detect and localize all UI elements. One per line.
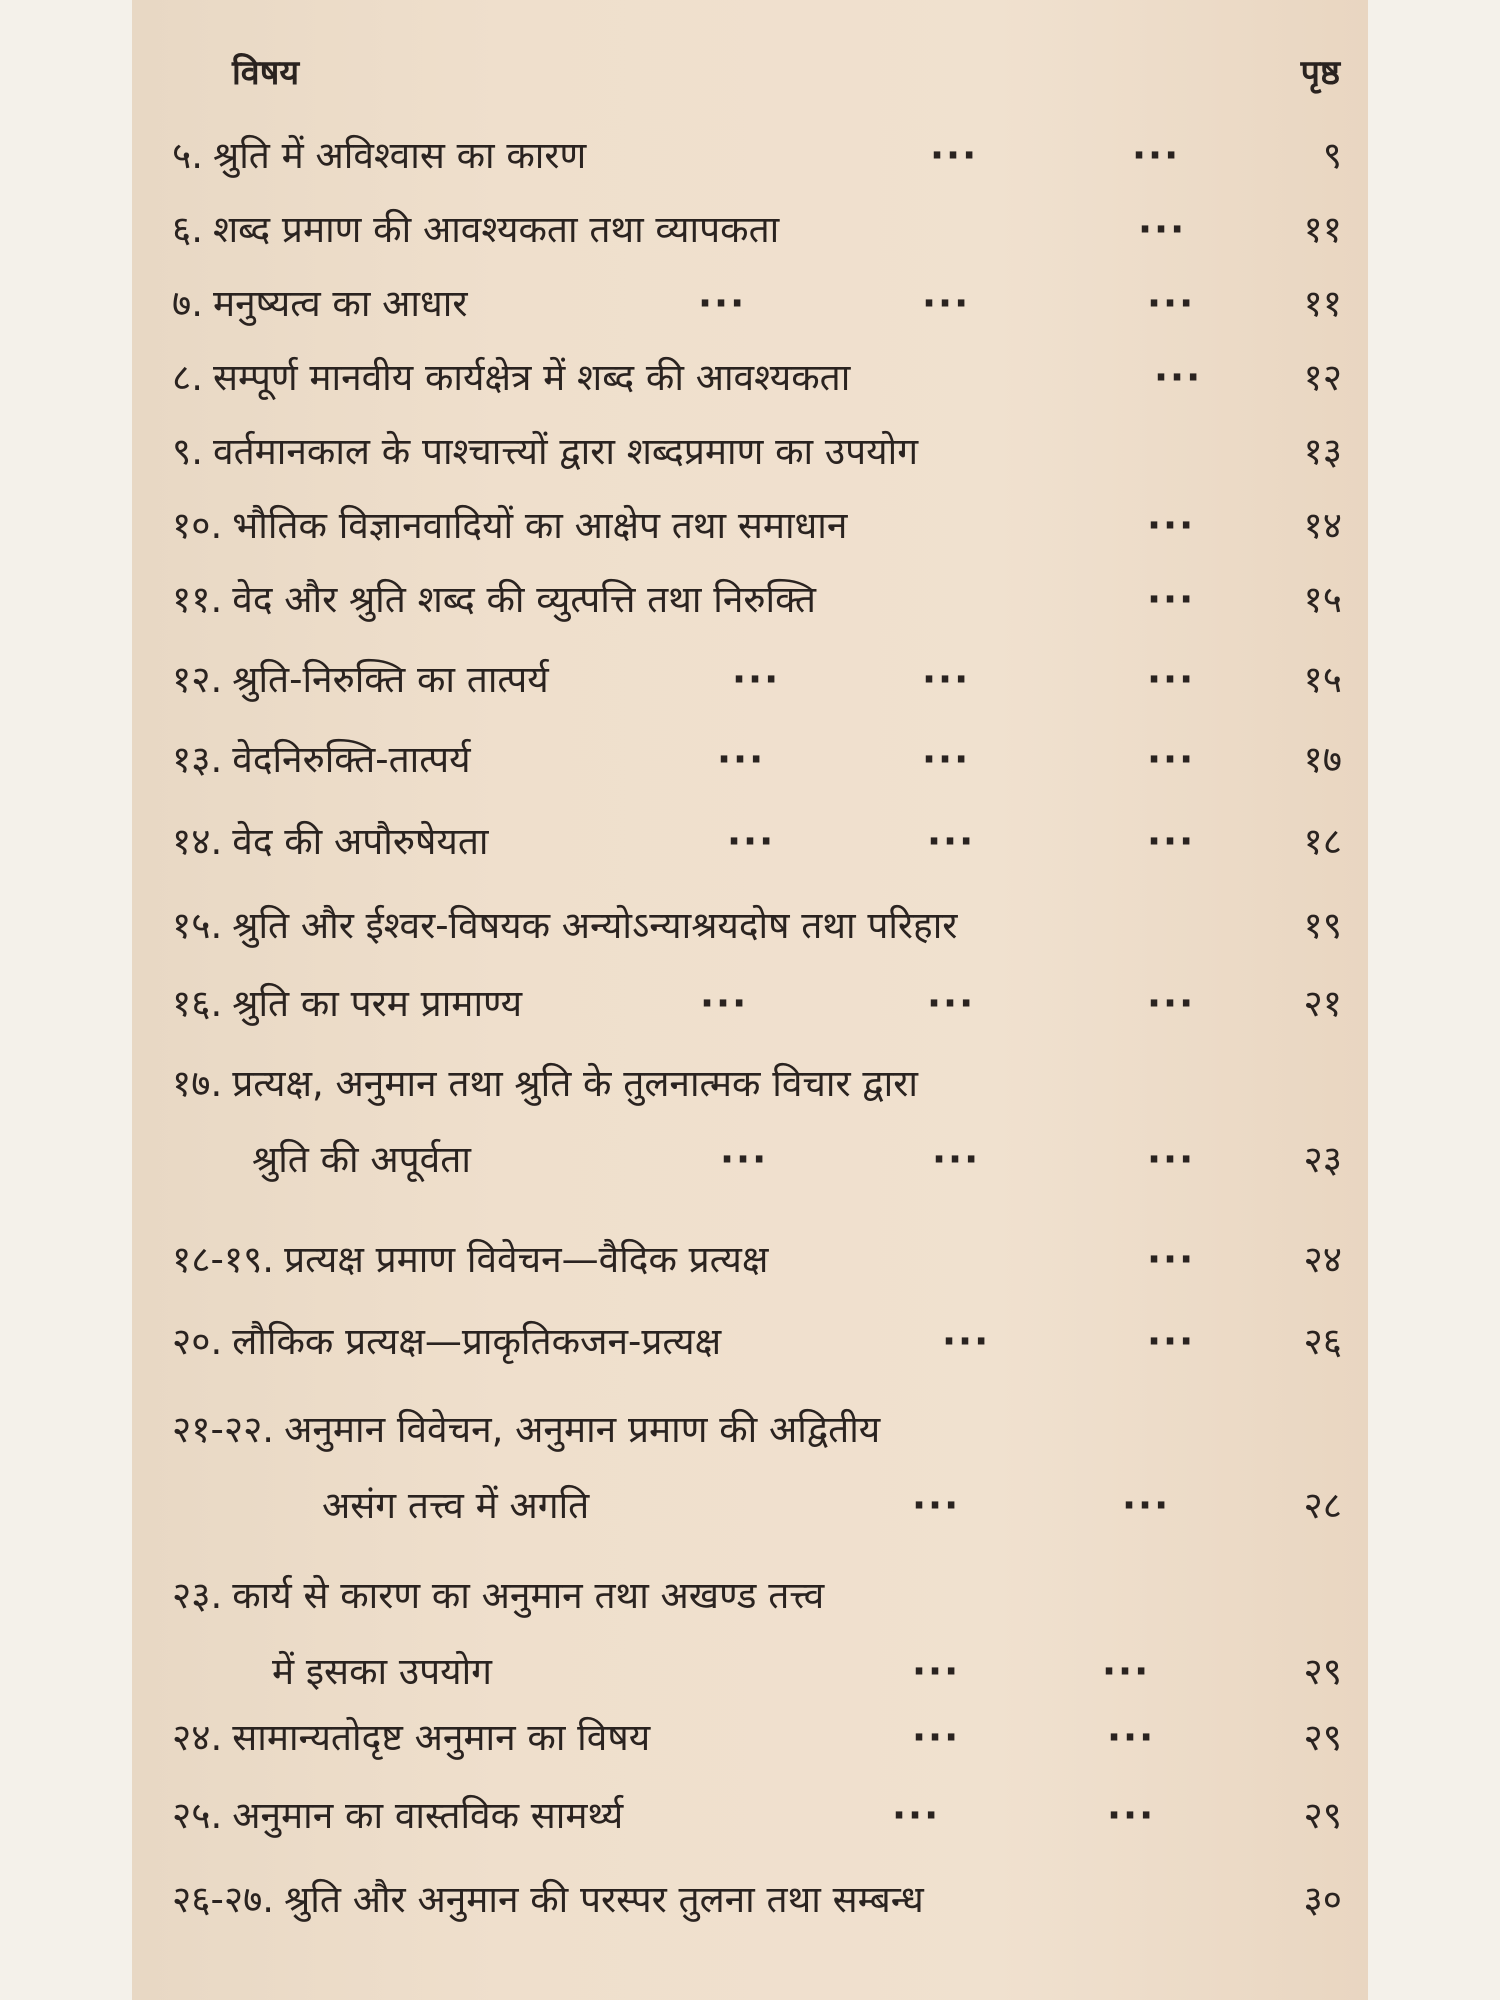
entry-title: लौकिक प्रत्यक्ष—प्राकृतिकजन-प्रत्यक्ष xyxy=(232,1320,722,1363)
entry-title-continued: में इसका उपयोग xyxy=(272,1650,492,1693)
leader-dots: ··· xyxy=(912,1650,961,1693)
toc-page xyxy=(132,0,1368,2000)
entry-page: १९ xyxy=(1303,904,1342,947)
leader-dots: ··· xyxy=(912,1484,961,1527)
entry-page: २३ xyxy=(1303,1138,1342,1181)
leader-dots: ··· xyxy=(1147,504,1196,547)
leader-dots: ··· xyxy=(1107,1716,1156,1759)
entry-page: १३ xyxy=(1303,430,1342,473)
leader-dots: ··· xyxy=(700,982,749,1025)
leader-dots: ··· xyxy=(727,820,776,863)
leader-dots: ··· xyxy=(922,738,971,781)
entry-number: २०. xyxy=(172,1320,223,1363)
leader-dots: ··· xyxy=(922,282,971,325)
entry-number: २१-२२. xyxy=(172,1408,275,1451)
entry-title: सम्पूर्ण मानवीय कार्यक्षेत्र में शब्द की आवश्यकता xyxy=(213,356,851,399)
entry-page: २९ xyxy=(1303,1650,1342,1693)
entry-number: ७. xyxy=(172,282,204,325)
toc-entry xyxy=(172,488,1342,564)
toc-entry xyxy=(172,1862,1342,1938)
leader-dots: ··· xyxy=(892,1794,941,1837)
leader-dots: ··· xyxy=(1147,820,1196,863)
entry-page: २९ xyxy=(1303,1794,1342,1837)
leader-dots: ··· xyxy=(1147,1138,1196,1181)
toc-entry xyxy=(172,642,1342,718)
entry-number: २४. xyxy=(172,1716,223,1759)
entry-title-continued: असंग तत्त्व में अगति xyxy=(322,1484,590,1527)
toc-entry xyxy=(172,118,1342,194)
leader-dots: ··· xyxy=(720,1138,769,1181)
toc-entry xyxy=(172,804,1342,880)
toc-entry xyxy=(172,1304,1342,1380)
entry-page: १२ xyxy=(1303,356,1342,399)
toc-entry xyxy=(172,1046,1342,1198)
entry-title: श्रुति का परम प्रामाण्य xyxy=(232,982,523,1025)
entry-page: १७ xyxy=(1303,738,1342,781)
leader-dots: ··· xyxy=(1132,134,1181,177)
entry-page: ३० xyxy=(1303,1878,1342,1921)
toc-entry xyxy=(172,722,1342,798)
toc-entry xyxy=(172,1392,1342,1544)
entry-title: वेद की अपौरुषेयता xyxy=(232,820,489,863)
entry-title: प्रत्यक्ष प्रमाण विवेचन—वैदिक प्रत्यक्ष xyxy=(284,1238,769,1281)
entry-page: २९ xyxy=(1303,1716,1342,1759)
leader-dots: ··· xyxy=(698,282,747,325)
entry-number: २५. xyxy=(172,1794,223,1837)
entry-page: १४ xyxy=(1303,504,1342,547)
entry-title: सामान्यतोदृष्ट अनुमान का विषय xyxy=(232,1716,651,1759)
entry-title-continued: श्रुति की अपूर्वता xyxy=(252,1138,471,1181)
entry-number: ६. xyxy=(172,208,204,251)
leader-dots: ··· xyxy=(1147,982,1196,1025)
leader-dots: ··· xyxy=(1147,738,1196,781)
leader-dots: ··· xyxy=(927,820,976,863)
entry-page: ११ xyxy=(1303,208,1342,251)
entry-title: श्रुति और ईश्वर-विषयक अन्योऽन्याश्रयदोष तथा परिहार xyxy=(232,904,958,947)
entry-title: प्रत्यक्ष, अनुमान तथा श्रुति के तुलनात्मक विचार द्वारा xyxy=(232,1062,918,1105)
entry-title: वेदनिरुक्ति-तात्पर्य xyxy=(232,738,471,781)
entry-page: ९ xyxy=(1322,134,1342,177)
leader-dots: ··· xyxy=(927,982,976,1025)
entry-number: १७. xyxy=(172,1062,223,1105)
leader-dots: ··· xyxy=(942,1320,991,1363)
leader-dots: ··· xyxy=(717,738,766,781)
entry-page: ११ xyxy=(1303,282,1342,325)
entry-title: अनुमान विवेचन, अनुमान प्रमाण की अद्वितीय xyxy=(284,1408,881,1451)
entry-title: अनुमान का वास्तविक सामर्थ्य xyxy=(232,1794,624,1837)
entry-number: १८-१९. xyxy=(172,1238,275,1281)
entry-page: २८ xyxy=(1303,1484,1342,1527)
leader-dots: ··· xyxy=(1102,1650,1151,1693)
entry-title: भौतिक विज्ञानवादियों का आक्षेप तथा समाधान xyxy=(232,504,848,547)
entry-page: २६ xyxy=(1303,1320,1342,1363)
toc-entry xyxy=(172,266,1342,342)
leader-dots: ··· xyxy=(1122,1484,1171,1527)
leader-dots: ··· xyxy=(1138,208,1187,251)
entry-number: ८. xyxy=(172,356,204,399)
entry-page: १५ xyxy=(1303,658,1342,701)
entry-number: २६-२७. xyxy=(172,1878,275,1921)
toc-entry xyxy=(172,340,1342,416)
toc-entry xyxy=(172,1778,1342,1854)
leader-dots: ··· xyxy=(1147,658,1196,701)
entry-page: १५ xyxy=(1303,578,1342,621)
toc-entry xyxy=(172,192,1342,268)
leader-dots: ··· xyxy=(1147,578,1196,621)
leader-dots: ··· xyxy=(1147,1238,1196,1281)
entry-number: २३. xyxy=(172,1574,223,1617)
entry-number: १५. xyxy=(172,904,223,947)
subject-header: विषय xyxy=(232,53,300,93)
entry-number: १२. xyxy=(172,658,223,701)
leader-dots: ··· xyxy=(732,658,781,701)
entry-title: मनुष्यत्व का आधार xyxy=(213,282,468,325)
toc-entry xyxy=(172,562,1342,638)
entry-title: वेद और श्रुति शब्द की व्युत्पत्ति तथा निरुक्ति xyxy=(232,578,817,621)
entry-number: १३. xyxy=(172,738,223,781)
entry-title: वर्तमानकाल के पाश्चात्त्यों द्वारा शब्दप्रमाण का उपयोग xyxy=(213,430,919,473)
leader-dots: ··· xyxy=(922,658,971,701)
entry-title: शब्द प्रमाण की आवश्यकता तथा व्यापकता xyxy=(213,208,780,251)
entry-number: १०. xyxy=(172,504,223,547)
entry-number: १६. xyxy=(172,982,223,1025)
toc-entry xyxy=(172,888,1342,964)
entry-number: ९. xyxy=(172,430,204,473)
leader-dots: ··· xyxy=(1147,1320,1196,1363)
page-header: पृष्ठ xyxy=(1300,53,1340,93)
leader-dots: ··· xyxy=(912,1716,961,1759)
leader-dots: ··· xyxy=(1107,1794,1156,1837)
leader-dots: ··· xyxy=(932,1138,981,1181)
entry-page: २१ xyxy=(1303,982,1342,1025)
entry-title: श्रुति में अविश्वास का कारण xyxy=(213,134,587,177)
leader-dots: ··· xyxy=(930,134,979,177)
entry-title: श्रुति और अनुमान की परस्पर तुलना तथा सम्बन्ध xyxy=(284,1878,924,1921)
entry-page: १८ xyxy=(1303,820,1342,863)
toc-entry xyxy=(172,414,1342,490)
entry-number: ५. xyxy=(172,134,204,177)
entry-number: १४. xyxy=(172,820,223,863)
toc-entry xyxy=(172,1558,1342,1710)
entry-title: श्रुति-निरुक्ति का तात्पर्य xyxy=(232,658,549,701)
toc-entry xyxy=(172,966,1342,1042)
entry-number: ११. xyxy=(172,578,223,621)
entry-title: कार्य से कारण का अनुमान तथा अखण्ड तत्त्व xyxy=(232,1574,825,1617)
leader-dots: ··· xyxy=(1154,356,1203,399)
toc-entry xyxy=(172,1700,1342,1776)
toc-entry xyxy=(172,1222,1342,1298)
entry-page: २४ xyxy=(1303,1238,1342,1281)
leader-dots: ··· xyxy=(1147,282,1196,325)
